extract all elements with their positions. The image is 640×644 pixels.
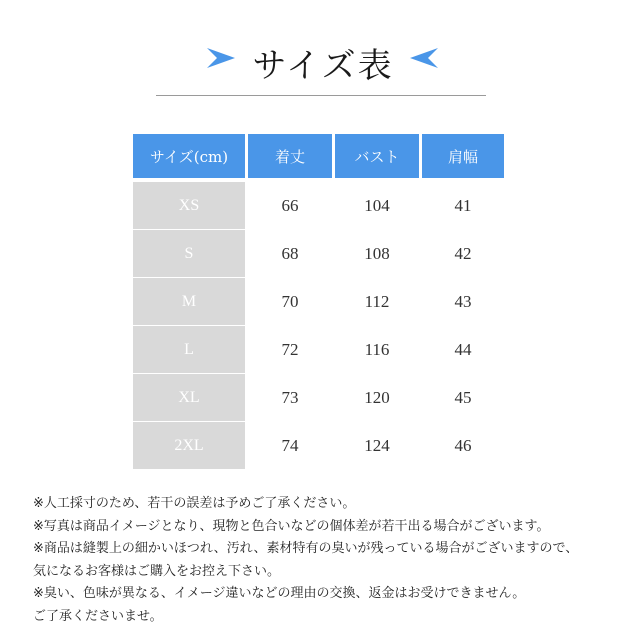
size-cell: L xyxy=(133,326,245,374)
note-line: ご了承くださいませ。 xyxy=(33,608,163,624)
header-shoulder: 肩幅 xyxy=(422,134,504,182)
shoulder-cell: 45 xyxy=(422,374,504,422)
bust-cell: 112 xyxy=(335,278,419,326)
bust-cell: 116 xyxy=(335,326,419,374)
length-cell: 66 xyxy=(248,182,332,230)
shoulder-cell: 46 xyxy=(422,422,504,470)
size-cell: 2XL xyxy=(133,422,245,470)
size-cell: M xyxy=(133,278,245,326)
size-table xyxy=(130,134,507,470)
note-line: ※商品は縫製上の細かいほつれ、汚れ、素材特有の臭いが残っている場合がございますので、 xyxy=(33,541,579,557)
shoulder-cell: 42 xyxy=(422,230,504,278)
title-row xyxy=(0,34,640,84)
note-line: ※写真は商品イメージとなり、現物と色合いなどの個体差が若干出る場合がございます。 xyxy=(33,518,550,534)
title-divider xyxy=(156,95,486,96)
page-title: サイズ表 xyxy=(252,46,394,86)
shoulder-cell: 43 xyxy=(422,278,504,326)
header-length: 着丈 xyxy=(248,134,332,182)
table-header-row xyxy=(133,134,504,182)
table-row xyxy=(133,326,504,374)
shoulder-cell: 41 xyxy=(422,182,504,230)
length-cell: 68 xyxy=(248,230,332,278)
chevron-left-icon xyxy=(408,46,440,70)
table-row xyxy=(133,374,504,422)
note-line: ※人工採寸のため、若干の誤差は予めご了承ください。 xyxy=(33,496,356,511)
length-cell: 73 xyxy=(248,374,332,422)
shoulder-cell: 44 xyxy=(422,326,504,374)
table-row xyxy=(133,422,504,470)
bust-cell: 108 xyxy=(335,230,419,278)
length-cell: 72 xyxy=(248,326,332,374)
notes-section xyxy=(33,493,623,629)
size-cell: S xyxy=(133,230,245,278)
note-line: ※臭い、色味が異なる、イメージ違いなどの理由の交換、返金はお受けできません。 xyxy=(33,586,526,602)
table-row xyxy=(133,182,504,230)
bust-cell: 120 xyxy=(335,374,419,422)
bust-cell: 104 xyxy=(335,182,419,230)
chevron-right-icon xyxy=(205,46,237,70)
length-cell: 70 xyxy=(248,278,332,326)
table-row xyxy=(133,230,504,278)
note-line: 気になるお客様はご購入をお控え下さい。 xyxy=(33,563,281,579)
header-bust: バスト xyxy=(335,134,419,182)
size-cell: XS xyxy=(133,182,245,230)
table-row xyxy=(133,278,504,326)
bust-cell: 124 xyxy=(335,422,419,470)
size-cell: XL xyxy=(133,374,245,422)
header-size: サイズ(cm) xyxy=(133,134,245,182)
length-cell: 74 xyxy=(248,422,332,470)
